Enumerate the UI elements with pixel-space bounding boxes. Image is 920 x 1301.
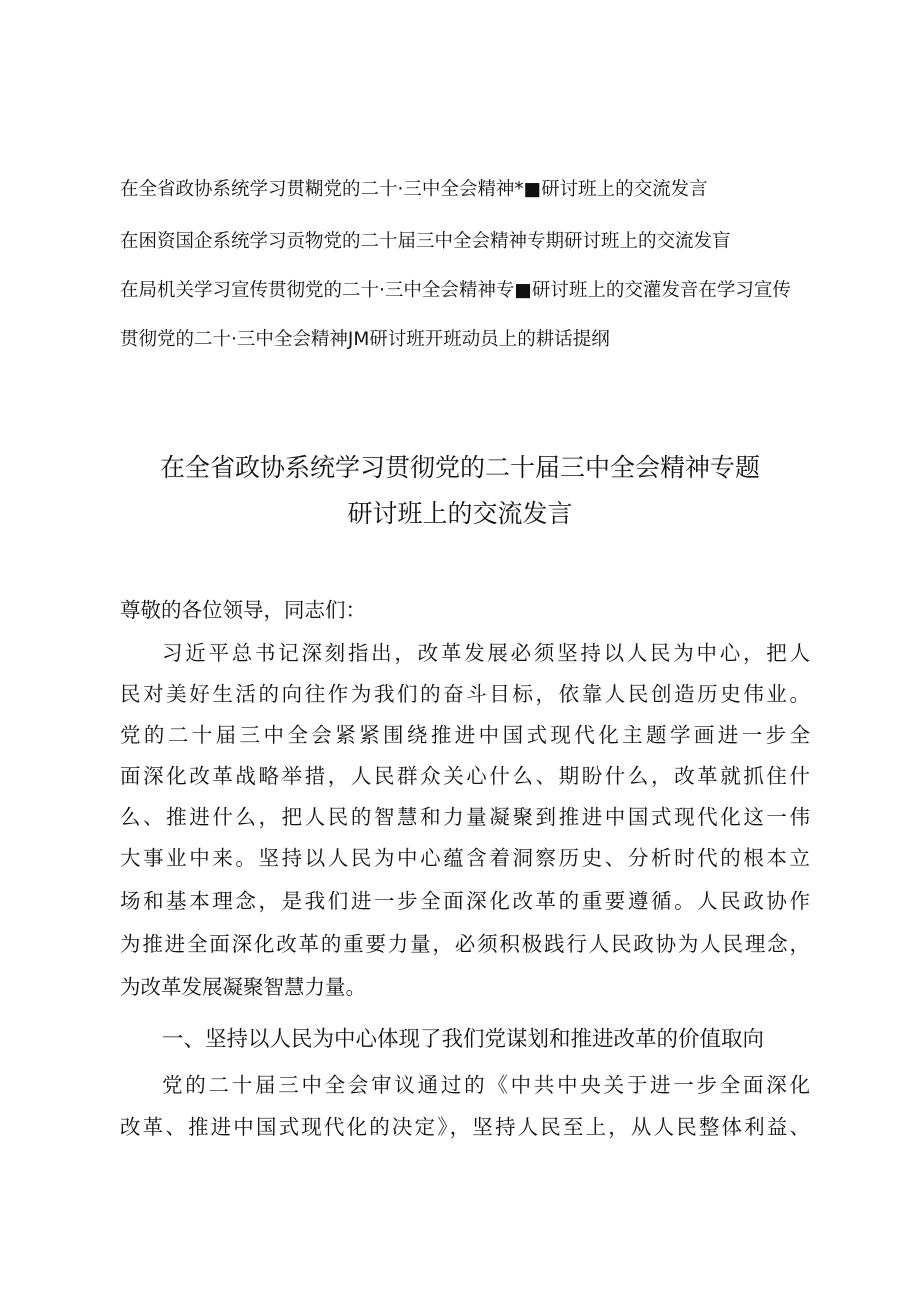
toc-line[interactable]: 在全省政协系统学习贯糊党的二十·三中全会精神*■研讨班上的交流发言 [120, 179, 708, 200]
paragraph-line: 改革、推进中国式现代化的决定》，坚持人民至上，从人民整体利益、 [120, 1115, 810, 1139]
paragraph-line: 为改革发展凝聚智慧力量。 [120, 975, 366, 999]
paragraph-line: 么、推进什么，把人民的智慧和力量凝聚到推进中国式现代化这一伟 [120, 805, 810, 829]
toc-line[interactable]: 在局机关学习宣传贯彻党的二十·三中全会精神专■研讨班上的交灌发音在学习宣传 [120, 280, 791, 301]
document-title-line-1: 在全省政协系统学习贯彻党的二十届三中全会精神专题 [159, 453, 760, 482]
toc-line[interactable]: 在困资国企系统学习贡物党的二十届三中全会精神专期研讨班上的交流发盲 [120, 231, 731, 252]
paragraph-line: 为推进全面深化改革的重要力量，必须积极践行人民政协为人民理念， [120, 932, 810, 956]
paragraph-line: 民对美好生活的向往作为我们的奋斗目标，依靠人民创造历史伟业。 [120, 682, 810, 706]
salutation: 尊敬的各位领导，同志们： [120, 598, 366, 622]
paragraph-line: 大事业中来。坚持以人民为中心蕴含着洞察历史、分析时代的根本立 [120, 846, 810, 870]
paragraph-line: 场和基本理念，是我们进一步全面深化改革的重要遵循。人民政协作 [120, 889, 810, 913]
paragraph-line: 面深化改革战略举措，人民群众关心什么、期盼什么，改革就抓住什 [120, 764, 810, 788]
document-title-line-2: 研讨班上的交流发言 [347, 499, 573, 528]
toc-line[interactable]: 贯彻党的二十·三中全会精神JM研讨班开班动员上的耕话提纲 [120, 329, 610, 350]
paragraph-line: 党的二十届三中全会紧紧围绕推进中国式现代化主题学画进一步全 [120, 723, 810, 747]
paragraph-line: 习近平总书记深刻指出，改革发展必须坚持以人民为中心，把人 [162, 641, 810, 665]
section-heading: 一、坚持以人民为中心体现了我们党谋划和推进改革的价值取向 [162, 1027, 765, 1052]
paragraph-line: 党的二十届三中全会审议通过的《中共中央关于进一步全面深化 [162, 1073, 810, 1097]
